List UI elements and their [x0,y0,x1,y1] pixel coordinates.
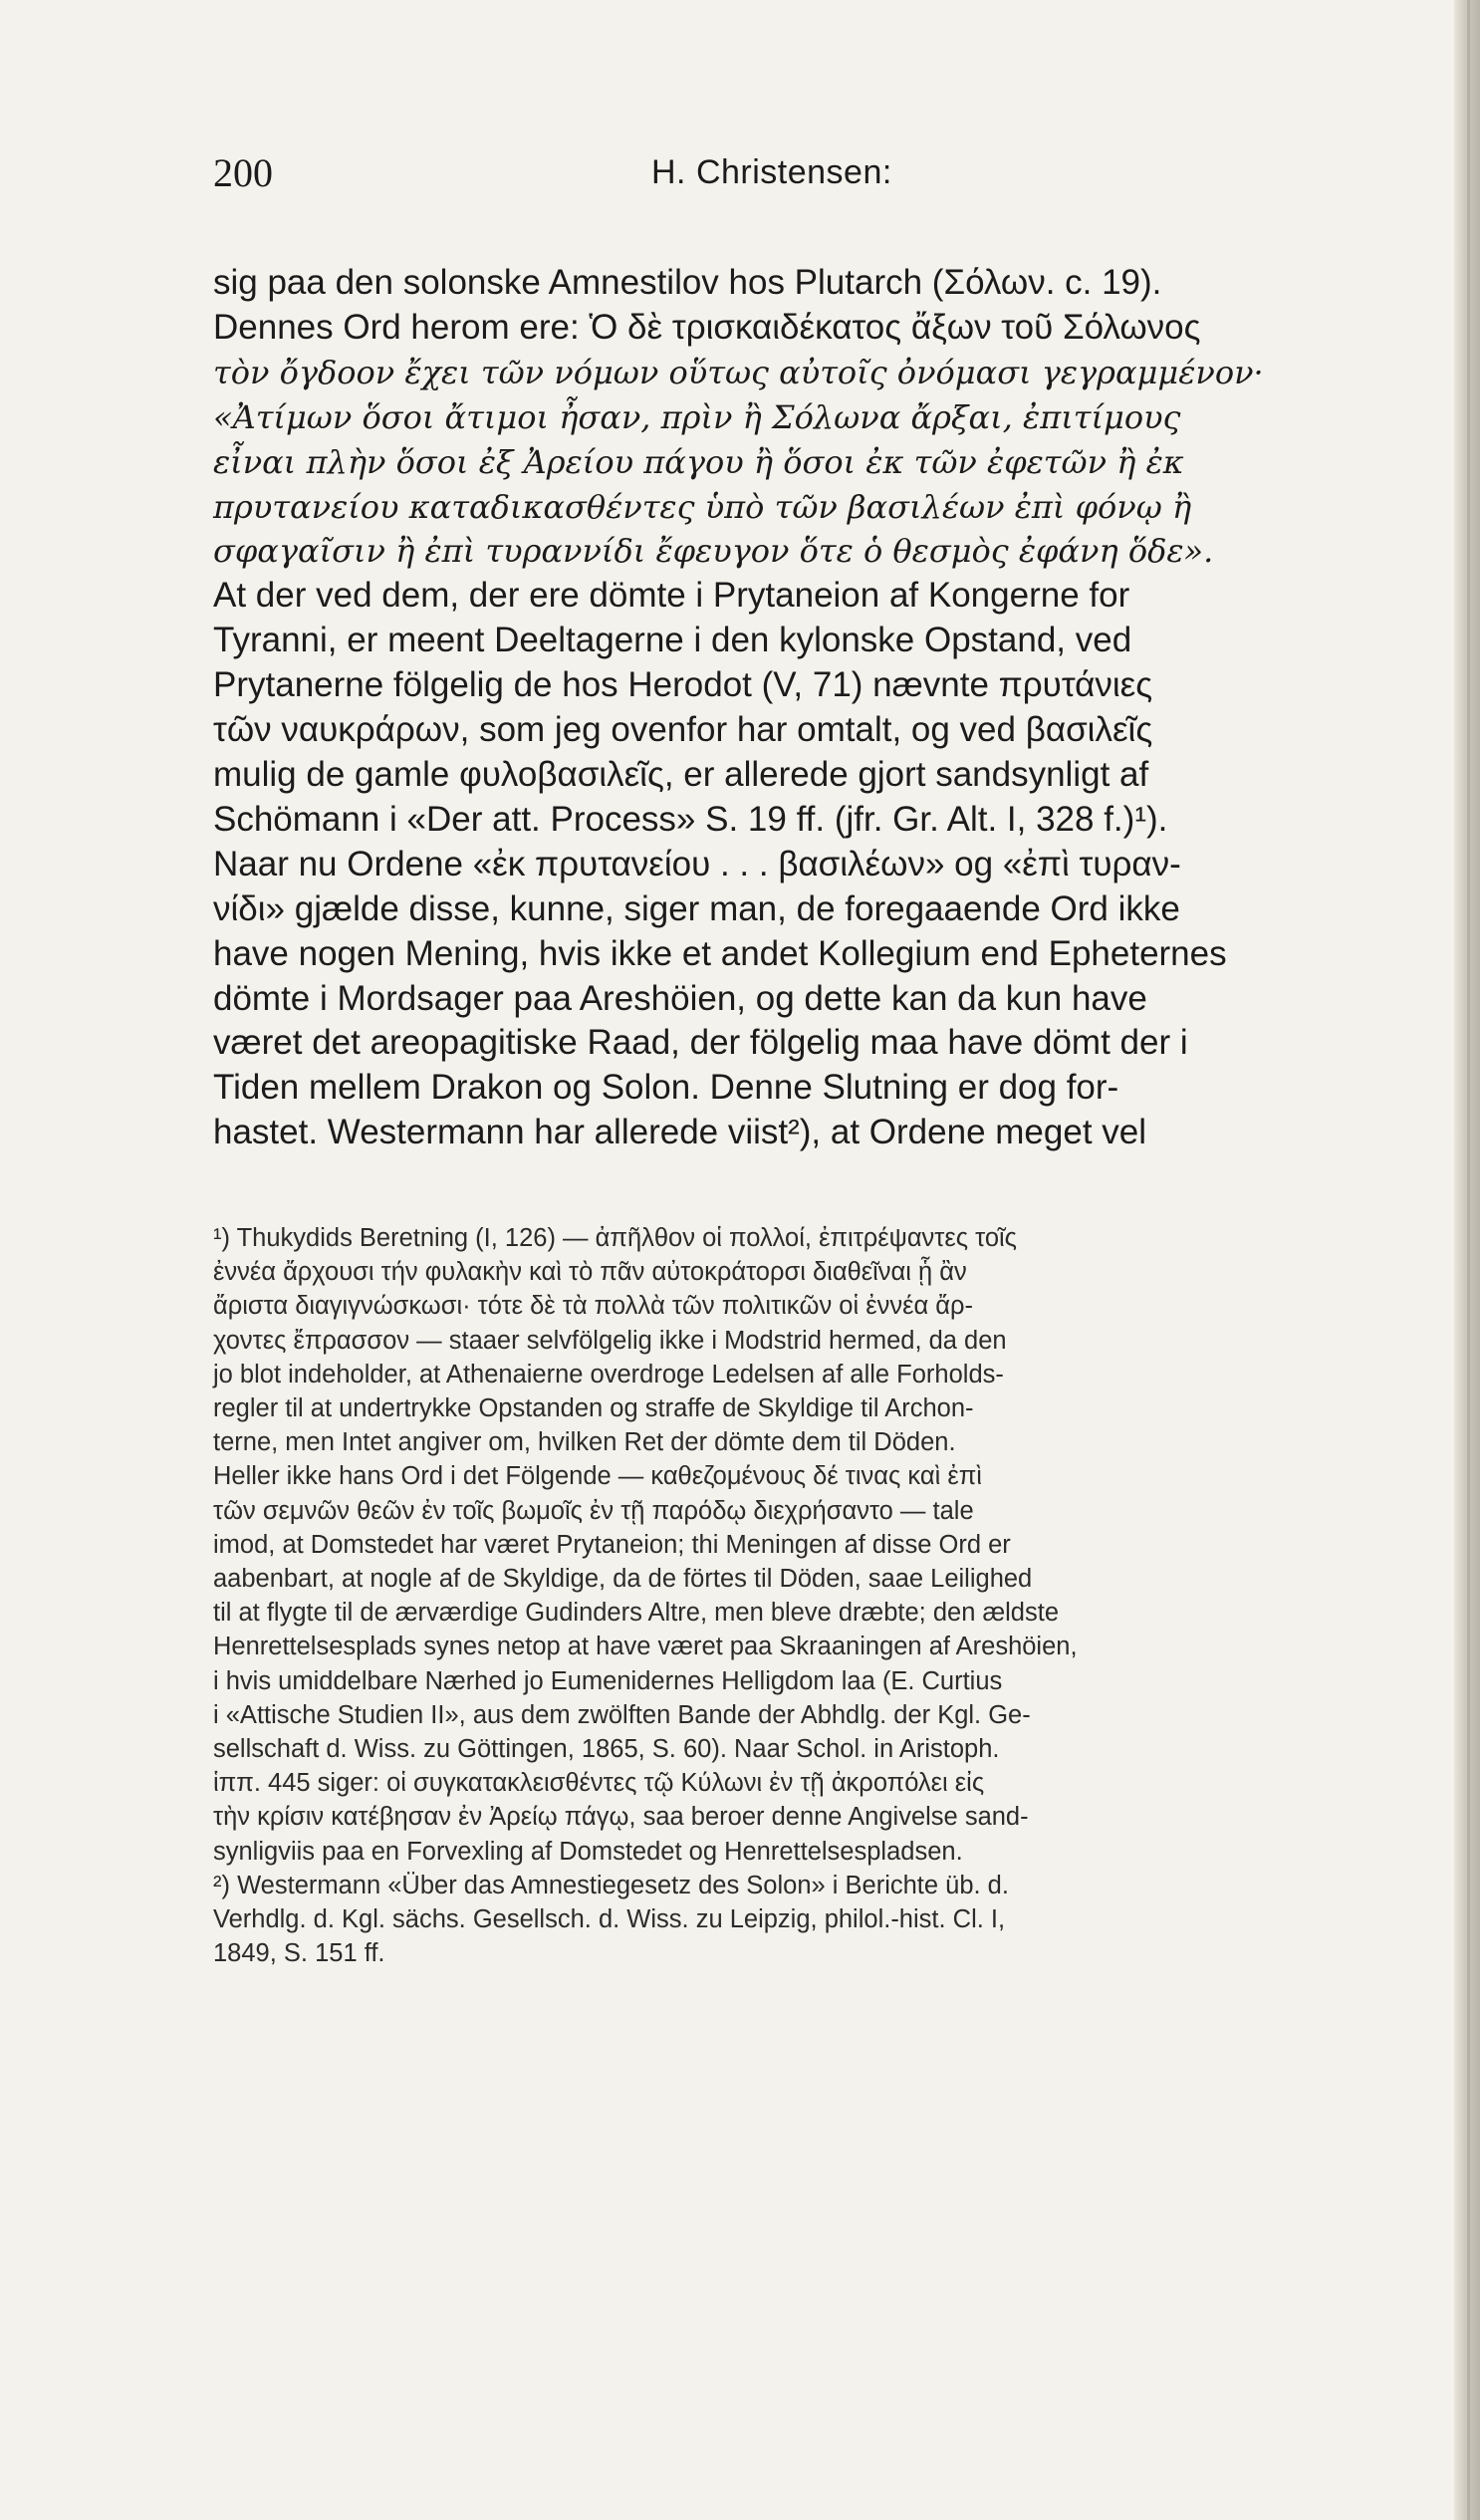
footnote-line: ¹) Thukydids Beretning (I, 126) — ἀπῆλθον οἱ πολλοί, ἐπιτρέψαντες τοῖς [213,1224,1017,1252]
footnote-line: i «Attische Studien II», aus dem zwölften Bande der Abhdlg. der Kgl. Ge- [213,1700,1031,1729]
footnote-line: τὴν κρίσιν κατέβησαν ἐν Ἀρείῳ πάγῳ, saa beroer denne Angivelse sand- [213,1803,1029,1832]
footnote-line: regler til at undertrykke Opstanden og straffe de Skyldige til Archon- [213,1394,974,1423]
text-line: Tiden mellem Drakon og Solon. Denne Slutning er dog for- [213,1068,1119,1108]
running-head: H. Christensen: [651,153,892,191]
footnotes [213,1221,1448,1970]
text-line: Naar nu Ordene «ἐκ πρυτανείου . . . βασιλέων» og «ἐπὶ τυραν- [213,844,1181,883]
footnote-line: 1849, S. 151 ff. [213,1939,385,1968]
text-line: τῶν ναυκράρων, som jeg ovenfor har omtalt, og ved βασιλεῖς [213,710,1153,750]
text-line: τὸν ὄγδοον ἔχει τῶν νόμων οὕτως αὐτοῖς ὀνόμασι γεγραμμένον· [213,353,1264,391]
footnote-line: i hvis umiddelbare Nærhed jo Eumenidernes Helligdom laa (E. Curtius [213,1666,1003,1695]
text-line: Tyranni, er meent Deeltagerne i den kylonske Opstand, ved [213,621,1132,660]
text-line: have nogen Mening, hvis ikke et andet Kollegium end Epheternes [213,933,1227,973]
text-line: εἶναι πλὴν ὅσοι ἐξ Ἀρείου πάγου ἢ ὅσοι ἐκ τῶν ἐφετῶν ἢ ἐκ [213,442,1184,481]
text-line: været det areopagitiske Raad, der fölgelig maa have dömt der i [213,1023,1188,1063]
text-line: Prytanerne fölgelig de hos Herodot (V, 71) nævnte πρυτάνιες [213,665,1153,705]
footnote-line: imod, at Domstedet har været Prytaneion; thi Meningen af disse Ord er [213,1530,1011,1559]
footnote-line: aabenbart, at nogle af de Skyldige, da de förtes til Döden, saae Leilighed [213,1565,1033,1594]
text-line: dömte i Mordsager paa Areshöien, og dette kan da kun have [213,978,1147,1018]
main-text [213,261,1448,1155]
footnote-line: Henrettelsesplads synes netop at have været paa Skraaningen af Areshöien, [213,1633,1078,1661]
text-line: mulig de gamle φυλοβασιλεῖς, er allerede gjort sandsynligt af [213,754,1149,794]
page-number: 200 [213,150,273,195]
footnote-line: terne, men Intet angiver om, hvilken Ret der dömte dem til Döden. [213,1428,956,1457]
footnote-line: til at flygte til de ærværdige Gudinders Altre, men bleve dræbte; den ældste [213,1599,1060,1628]
page-header [213,149,1438,199]
text-line: «Ἀτίμων ὅσοι ἄτιμοι ἦσαν, πρὶν ἢ Σόλωνα ἄρξαι, ἐπιτίμους [213,397,1181,436]
text-line: hastet. Westermann har allerede viist²), at Ordene meget vel [213,1113,1147,1152]
binding-line [1467,0,1470,2520]
text-line: Dennes Ord herom ere: Ὁ δὲ τρισκαιδέκατος ἄξων τοῦ Σόλωνος [213,307,1201,347]
footnote-line: sellschaft d. Wiss. zu Göttingen, 1865, S. 60). Naar Schol. in Aristoph. [213,1735,1000,1764]
footnote-line: Verhdlg. d. Kgl. sächs. Gesellsch. d. Wiss. zu Leipzig, philol.-hist. Cl. I, [213,1905,1006,1934]
text-line: πρυτανείου καταδικασθέντες ὑπὸ τῶν βασιλέων ἐπὶ φόνῳ ἢ [213,487,1192,526]
text-line: At der ved dem, der ere dömte i Prytaneion af Kongerne for [213,576,1130,616]
footnote-line: χοντες ἔπρασσον — staaer selvfölgelig ikke i Modstrid hermed, da den [213,1326,1007,1355]
text-line: νίδι» gjælde disse, kunne, siger man, de foregaaende Ord ikke [213,888,1180,928]
footnote-line: τῶν σεμνῶν θεῶν ἐν τοῖς βωμοῖς ἐν τῇ παρόδῳ διεχρήσαντο — tale [213,1496,974,1525]
footnote-line: ²) Westermann «Über das Amnestiegesetz des Solon» i Berichte üb. d. [213,1871,1009,1899]
footnote-line: ἄριστα διαγιγνώσκωσι· τότε δὲ τὰ πολλὰ τῶν πολιτικῶν οἱ ἐννέα ἄρ- [213,1292,974,1321]
text-line: σφαγαῖσιν ἢ ἐπὶ τυραννίδι ἔφευγον ὅτε ὁ θεσμὸς ἐφάνη ὅδε». [213,532,1214,571]
footnote-line: Heller ikke hans Ord i det Fölgende — καθεζομένους δέ τινας καὶ ἐπὶ [213,1462,982,1491]
footnote-line: synligviis paa en Forvexling af Domstedet og Henrettelsespladsen. [213,1837,963,1866]
footnote-line: jo blot indeholder, at Athenaierne overdroge Ledelsen af alle Forholds- [213,1360,1004,1388]
footnote-line: ἱππ. 445 siger: οἱ συγκατακλεισθέντες τῷ Κύλωνι ἐν τῇ ἀκροπόλει εἰς [213,1769,985,1798]
text-line: Schömann i «Der att. Process» S. 19 ff. (jfr. Gr. Alt. I, 328 f.)¹). [213,799,1168,839]
text-line: sig paa den solonske Amnestilov hos Plutarch (Σόλων. c. 19). [213,263,1162,302]
footnote-line: ἐννέα ἄρχουσι τήν φυλακὴν καὶ τὸ πᾶν αὐτοκράτορσι διαθεῖναι ᾗ ἂν [213,1258,967,1287]
